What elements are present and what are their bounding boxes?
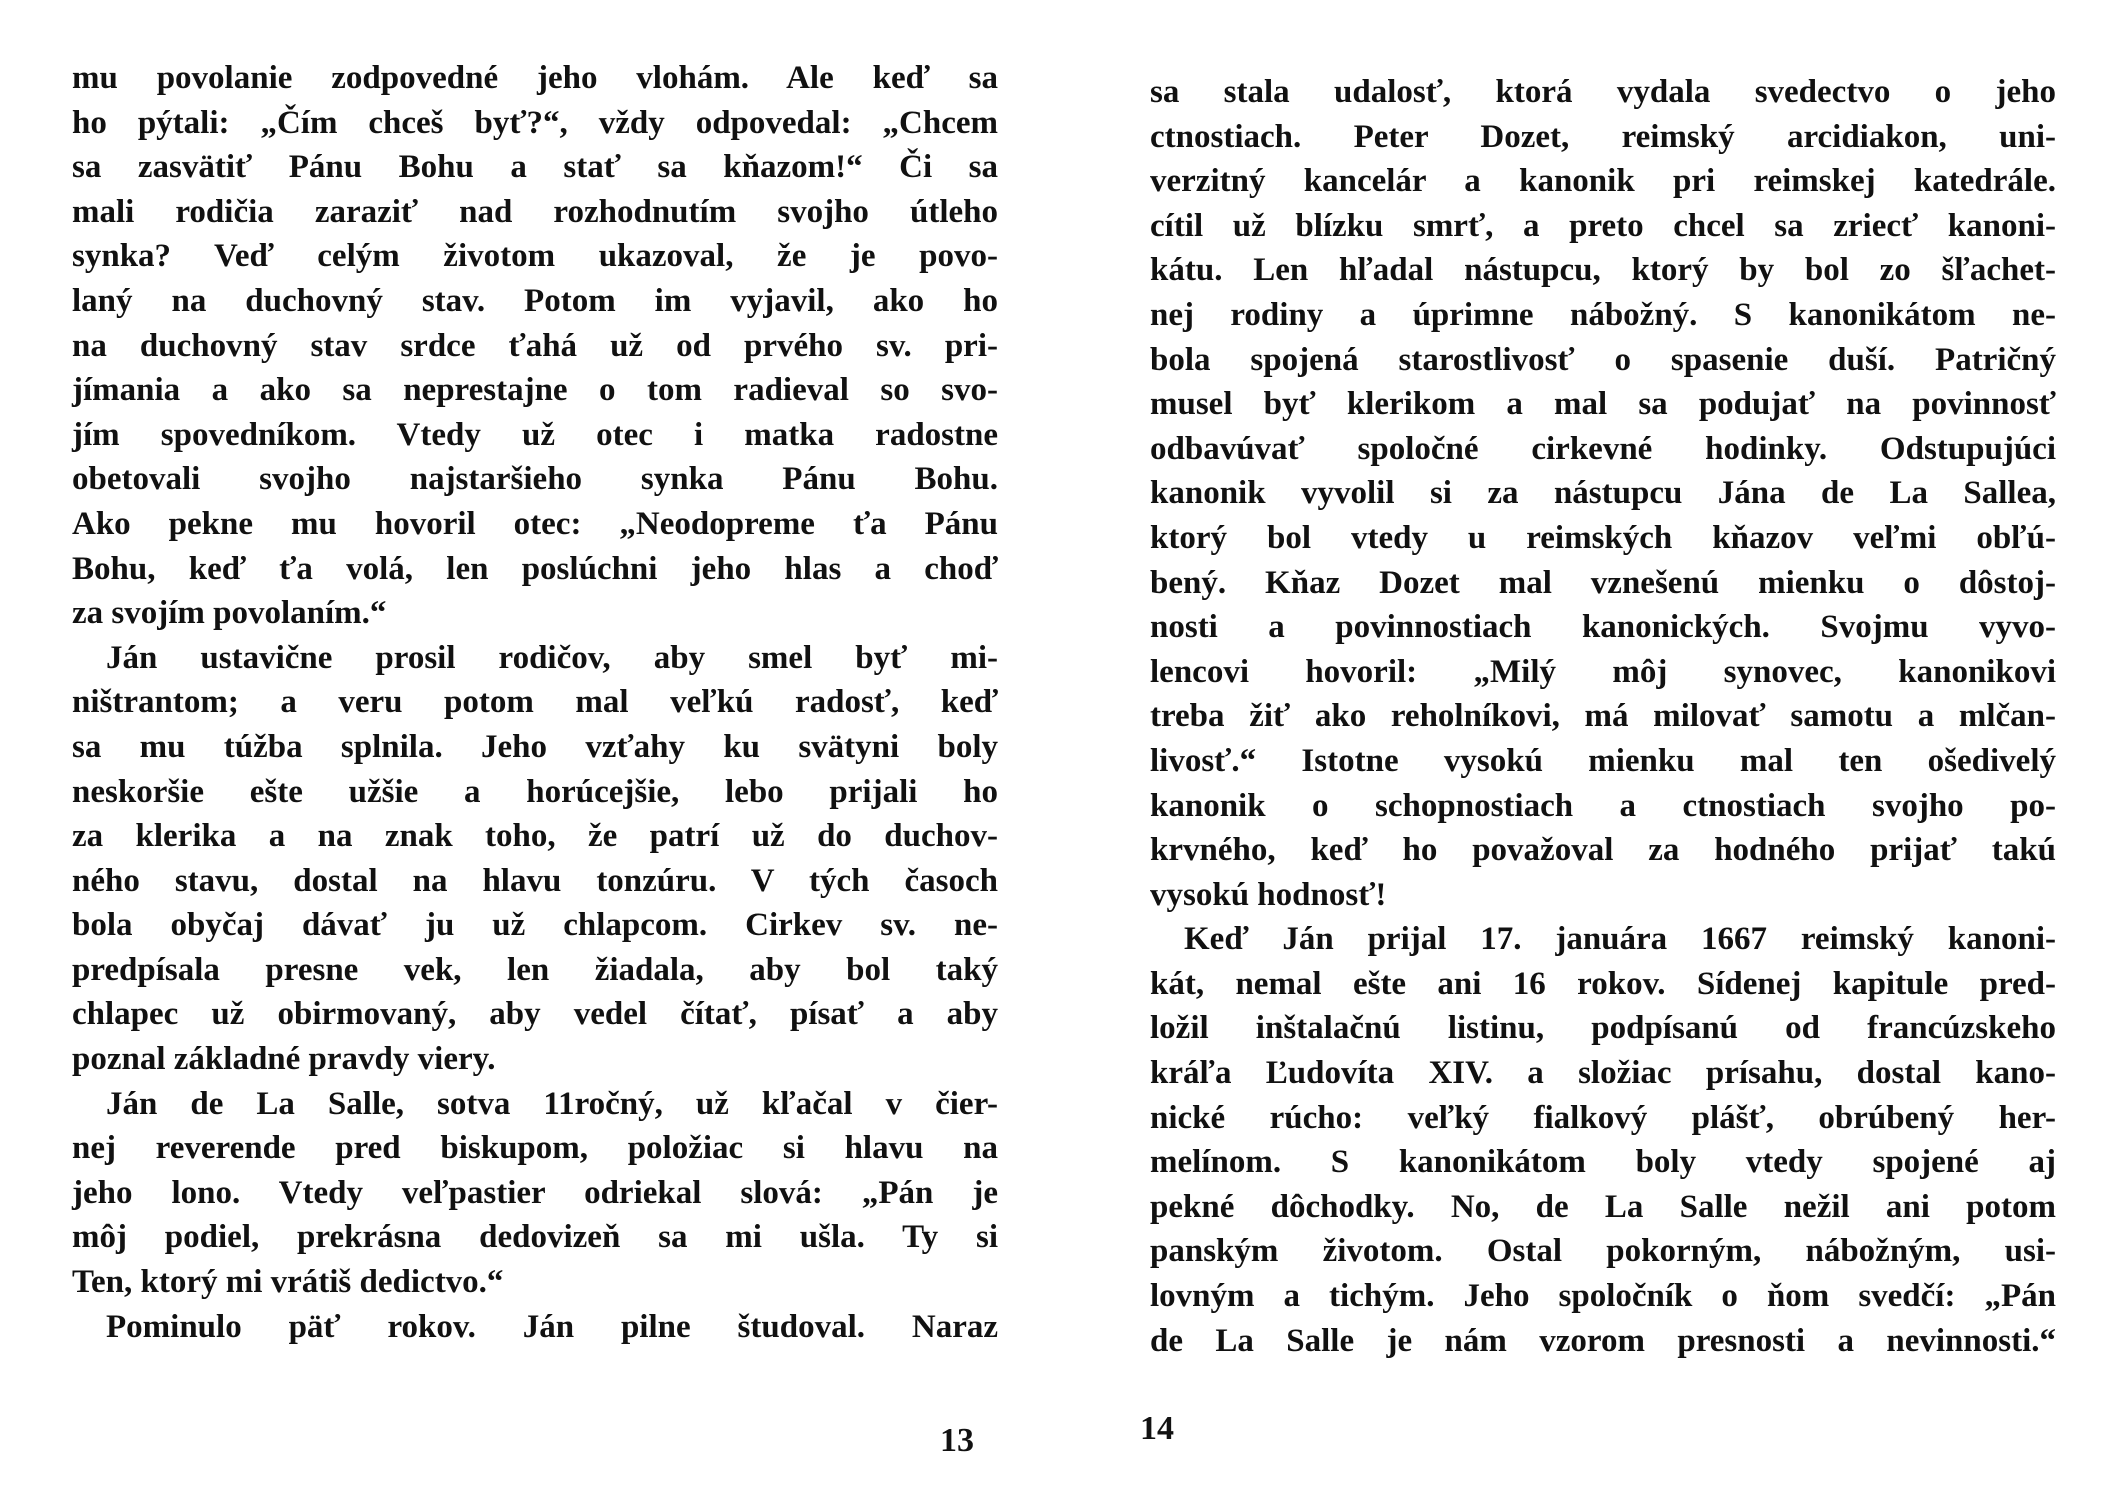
text-line: verzitný kancelár a kanonik pri reimskej katedrále.: [1150, 163, 2056, 200]
text-line: sa zasvätiť Pánu Bohu a stať sa kňazom!“ Či sa: [72, 149, 998, 186]
text-line: Ten, ktorý mi vrátiš dedictvo.“: [72, 1264, 504, 1301]
text-line: nej reverende pred biskupom, položiac si hlavu na: [72, 1130, 998, 1167]
text-line: nické rúcho: veľký fialkový plášť, obrúbený her-: [1150, 1099, 2056, 1136]
text-line: musel byť klerikom a mal sa podujať na povinnosť: [1150, 386, 2056, 423]
text-line: nosti a povinnostiach kanonických. Svojmu vyvo-: [1150, 609, 2056, 646]
text-line: jeho lono. Vtedy veľpastier odriekal slová: „Pán je: [72, 1174, 998, 1211]
text-line: cítil už blízku smrť, a preto chcel sa zriecť kanoni-: [1150, 207, 2056, 244]
text-line: livosť.“ Istotne vysokú mienku mal ten ošedivelý: [1150, 742, 2056, 779]
text-line: kanonik o schopnostiach a ctnostiach svojho po-: [1150, 787, 2056, 824]
text-line: ktorý bol vtedy u reimských kňazov veľmi obľú-: [1150, 519, 2056, 556]
text-line: treba žiť ako reholníkovi, má milovať samotu a mlčan-: [1150, 698, 2056, 735]
text-line: ložil inštalačnú listinu, podpísanú od francúzskeho: [1150, 1010, 2056, 1047]
text-line: bola obyčaj dávať ju už chlapcom. Cirkev sv. ne-: [72, 907, 998, 944]
text-line: jímania a ako sa neprestajne o tom radieval so svo-: [72, 372, 998, 409]
text-line: krvného, keď ho považoval za hodného prijať takú: [1150, 832, 2056, 869]
text-line: kátu. Len hľadal nástupcu, ktorý by bol zo šľachet-: [1150, 252, 2056, 289]
text-line: odbavúvať spoločné cirkevné hodinky. Odstupujúci: [1150, 430, 2056, 467]
text-line: obetovali svojho najstaršieho synka Pánu Bohu.: [72, 461, 998, 498]
text-line: bený. Kňaz Dozet mal vznešenú mienku o dôstoj-: [1150, 564, 2056, 601]
text-line: ništrantom; a veru potom mal veľkú radosť, keď: [72, 684, 998, 721]
text-line: Pominulo päť rokov. Ján pilne študoval. Naraz: [106, 1308, 998, 1345]
text-line: Ako pekne mu hovoril otec: „Neodopreme ťa Pánu: [72, 505, 998, 542]
text-line: laný na duchovný stav. Potom im vyjavil, ako ho: [72, 282, 998, 319]
text-line: vysokú hodnosť!: [1150, 876, 1387, 913]
text-line: ctnostiach. Peter Dozet, reimský arcidiakon, uni-: [1150, 118, 2056, 155]
text-line: za svojím povolaním.“: [72, 595, 387, 632]
text-line: kát, nemal ešte ani 16 rokov. Sídenej kapitule pred-: [1150, 965, 2056, 1002]
text-line: Ján ustavične prosil rodičov, aby smel byť mi-: [106, 639, 998, 676]
text-line: za klerika a na znak toho, že patrí už do duchov-: [72, 818, 998, 855]
text-line: melínom. S kanonikátom boly vtedy spojené aj: [1150, 1144, 2056, 1181]
text-line: mu povolanie zodpovedné jeho vlohám. Ale keď sa: [72, 60, 998, 96]
text-line: predpísala presne vek, len žiadala, aby bol taký: [72, 951, 998, 988]
page-number: 13: [940, 1422, 974, 1459]
text-line: kanonik vyvolil si za nástupcu Jána de La Sallea,: [1150, 475, 2056, 512]
text-line: pekné dôchodky. No, de La Salle nežil ani potom: [1150, 1188, 2056, 1225]
text-line: Keď Ján prijal 17. januára 1667 reimský kanoni-: [1184, 921, 2056, 958]
left-page-text: [72, 56, 998, 1349]
text-line: panským životom. Ostal pokorným, nábožným, usi-: [1150, 1233, 2056, 1270]
right-page-text: [1150, 70, 2056, 1363]
text-line: sa stala udalosť, ktorá vydala svedectvo o jeho: [1150, 74, 2056, 110]
text-line: poznal základné pravdy viery.: [72, 1041, 496, 1078]
text-line: kráľa Ľudovíta XIV. a složiac prísahu, dostal kano-: [1150, 1055, 2056, 1092]
text-line: chlapec už obirmovaný, aby vedel čítať, písať a aby: [72, 996, 998, 1033]
text-line: bola spojená starostlivosť o spasenie duší. Patričný: [1150, 341, 2056, 378]
text-line: neskoršie ešte užšie a horúcejšie, lebo prijali ho: [72, 773, 998, 810]
text-line: lencovi hovoril: „Milý môj synovec, kanonikovi: [1150, 653, 2056, 690]
text-line: ného stavu, dostal na hlavu tonzúru. V tých časoch: [72, 862, 998, 899]
page-number: 14: [1140, 1410, 1174, 1447]
text-line: synka? Veď celým životom ukazoval, že je povo-: [72, 238, 998, 275]
text-line: jím spovedníkom. Vtedy už otec i matka radostne: [72, 416, 998, 453]
text-line: nej rodiny a úprimne nábožný. S kanonikátom ne-: [1150, 296, 2056, 333]
text-line: na duchovný stav srdce ťahá už od prvého sv. pri-: [72, 327, 998, 364]
text-line: môj podiel, prekrásna dedovizeň sa mi ušla. Ty si: [72, 1219, 998, 1256]
text-line: lovným a tichým. Jeho spoločník o ňom svedčí: „Pán: [1150, 1278, 2056, 1315]
text-line: mali rodičia zaraziť nad rozhodnutím svojho útleho: [72, 193, 998, 230]
text-line: Bohu, keď ťa volá, len poslúchni jeho hlas a choď: [72, 550, 998, 587]
text-line: ho pýtali: „Čím chceš byť?“, vždy odpovedal: „Chcem: [72, 104, 998, 141]
text-line: de La Salle je nám vzorom presnosti a nevinnosti.“: [1150, 1322, 2056, 1359]
text-line: Ján de La Salle, sotva 11ročný, už kľačal v čier-: [106, 1085, 998, 1122]
text-line: sa mu túžba splnila. Jeho vzťahy ku svätyni boly: [72, 728, 998, 765]
